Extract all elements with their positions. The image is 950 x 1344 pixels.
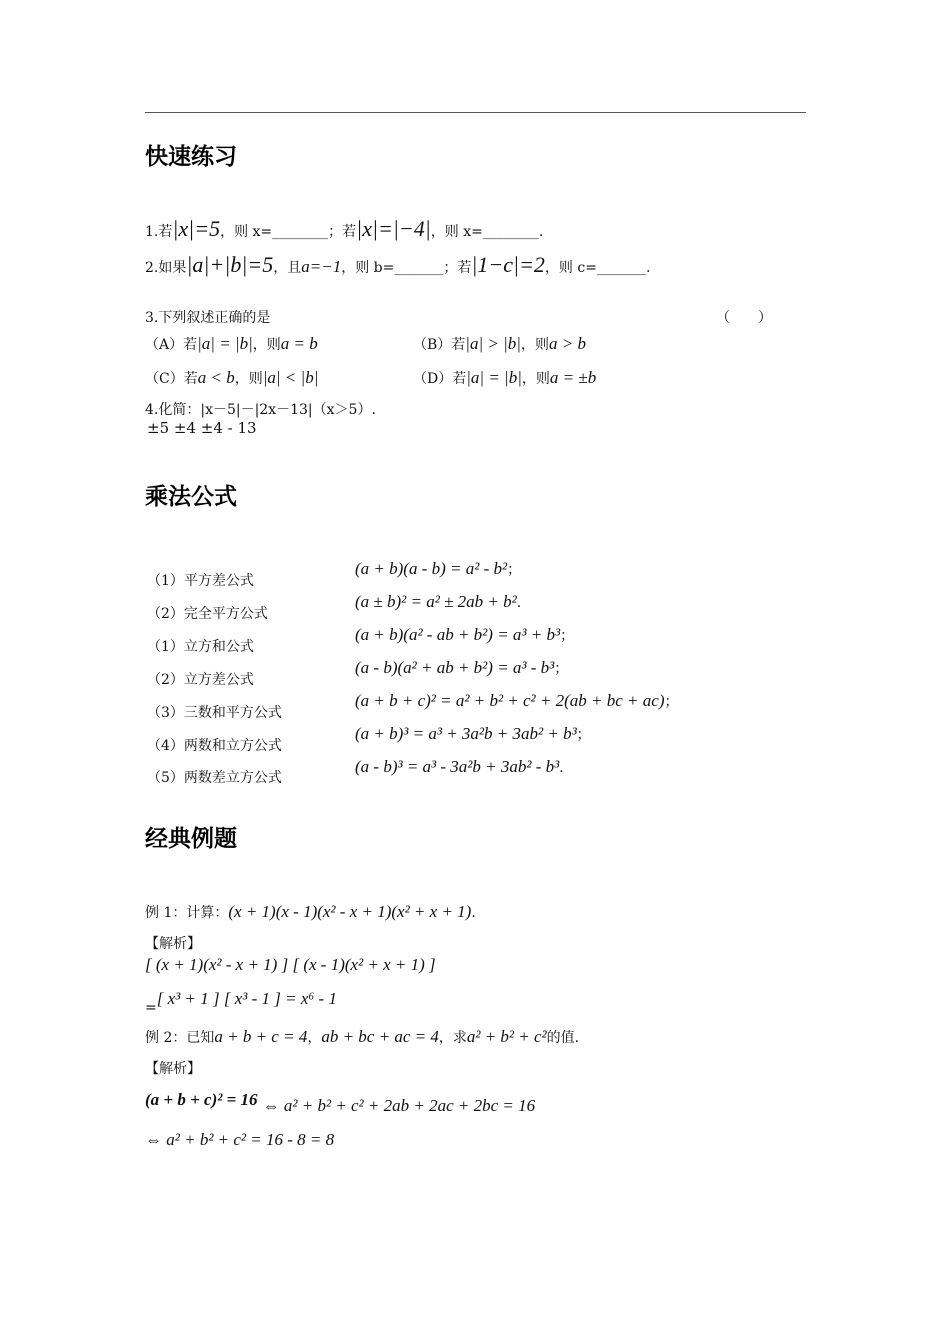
option-a-condition: |a| = |b| <box>197 334 253 353</box>
formula-expression <box>355 757 564 777</box>
q2-text-a: 2.如果 <box>145 260 187 276</box>
option-a-then: ，则 <box>252 337 281 353</box>
formula-expression <box>355 592 521 612</box>
formula-math: (a - b)³ = a³ - 3a²b + 3ab² - b³ <box>355 757 560 776</box>
option-d-prefix: （D）若 <box>413 371 467 387</box>
formula-expression <box>355 625 574 645</box>
example-2-step-1 <box>145 1090 536 1115</box>
example-1-analysis-label: 【解析】 <box>145 936 201 952</box>
example-2-step-1-left: (a + b + c)² = 16 <box>145 1090 258 1109</box>
option-d <box>413 368 596 388</box>
q1-equation-2: |x|=|−4| <box>356 216 431 241</box>
option-a-conclusion: a = b <box>280 334 318 353</box>
example-2 <box>145 1027 579 1047</box>
formula-name: （1）平方差公式 <box>147 573 254 589</box>
option-b <box>413 334 586 354</box>
q2-text-c: ，则 b=_______；若 <box>341 260 472 276</box>
formula-math: (a + b)³ = a³ + 3a²b + 3ab² + b³ <box>355 724 577 743</box>
option-a-prefix: （A）若 <box>145 337 198 353</box>
formula-expression <box>355 691 679 711</box>
q1-equation-1: |x|=5 <box>172 216 221 241</box>
example-2-comma: ， <box>307 1030 322 1046</box>
q1-text-a: 1.若 <box>145 224 173 240</box>
example-2-ask: ，求 <box>438 1030 467 1046</box>
section-heading-quick-practice: 快速练习 <box>145 144 237 170</box>
example-1-end: . <box>471 905 476 921</box>
header-rule <box>145 112 806 113</box>
question-3-stem: 3.下列叙述正确的是 <box>145 310 271 326</box>
example-2-target: a² + b² + c² <box>466 1027 547 1046</box>
formula-name: （2）完全平方公式 <box>147 606 268 622</box>
question-4: 4.化简：|x－5|－|2x－13|（x＞5）. <box>145 402 376 418</box>
option-a <box>145 334 318 354</box>
formula-name: （1）立方和公式 <box>147 639 254 655</box>
formula-expression <box>355 724 591 744</box>
formula-punctuation: ； <box>560 628 575 644</box>
q2-text-b: ，且 <box>273 260 302 276</box>
example-2-label: 例 2：已知 <box>145 1030 215 1046</box>
formula-expression <box>355 559 521 579</box>
formula-math: (a ± b)² = a² ± 2ab + b² <box>355 592 517 611</box>
example-2-condition-2: ab + bc + ac = 4 <box>321 1027 439 1046</box>
formula-name: （4）两数和立方公式 <box>147 738 282 754</box>
example-2-step-2: ⇔ a² + b² + c² = 16 - 8 = 8 <box>145 1130 335 1149</box>
formula-math: (a - b)(a² + ab + b²) = a³ - b³ <box>355 658 555 677</box>
option-c-condition: a < b <box>197 368 235 387</box>
example-1-label: 例 1：计算： <box>145 905 229 921</box>
q1-text-b: ，则 x=________；若 <box>220 224 357 240</box>
formula-math: (a + b + c)² = a² + b² + c² + 2(ab + bc + ac) <box>355 691 665 710</box>
formula-punctuation: ； <box>554 661 569 677</box>
formula-math: (a + b)(a² - ab + b²) = a³ + b³ <box>355 625 561 644</box>
formula-expression <box>355 658 568 678</box>
example-1-expression: (x + 1)(x - 1)(x² - x + 1)(x² + x + 1) <box>228 902 472 921</box>
section-heading-classic-examples: 经典例题 <box>145 826 237 852</box>
formula-punctuation: ； <box>664 694 679 710</box>
option-d-condition: |a| = |b| <box>466 368 522 387</box>
example-2-analysis-label: 【解析】 <box>145 1061 201 1077</box>
example-1 <box>145 902 476 922</box>
option-b-then: ，则 <box>520 337 549 353</box>
question-3-answer-paren: （ ） <box>716 310 772 326</box>
formula-punctuation: . <box>559 760 564 776</box>
formula-punctuation: ； <box>507 562 522 578</box>
q2-equation-1: |a|+|b|=5 <box>186 252 274 277</box>
option-c-conclusion: |a| < |b| <box>262 368 319 387</box>
formula-math: (a + b)(a - b) = a² - b² <box>355 559 508 578</box>
formula-punctuation: . <box>516 595 522 611</box>
option-b-conclusion: a > b <box>548 334 586 353</box>
option-c-then: ，则 <box>234 371 263 387</box>
section-heading-multiplication-formulas: 乘法公式 <box>145 484 237 510</box>
option-c <box>145 368 318 388</box>
q2-text-d: ，则 c=_______. <box>544 260 651 276</box>
formula-name: （2）立方差公式 <box>147 672 254 688</box>
q2-equation-3: |1−c|=2 <box>471 252 545 277</box>
option-b-prefix: （B）若 <box>413 337 466 353</box>
formula-punctuation: ； <box>576 727 591 743</box>
question-1 <box>145 216 543 242</box>
option-c-prefix: （C）若 <box>145 371 198 387</box>
example-1-step-2-math: [ x³ + 1 ] [ x³ - 1 ] = x⁶ - 1 <box>156 989 337 1008</box>
question-4-answer: ±5 ±4 ±4 - 13 <box>147 419 257 437</box>
example-2-condition-1: a + b + c = 4 <box>214 1027 308 1046</box>
q2-equation-2: a=−1 <box>301 257 342 276</box>
question-2 <box>145 252 650 278</box>
q1-text-c: ，则 x=________. <box>430 224 544 240</box>
option-d-then: ，则 <box>521 371 550 387</box>
example-1-step-2-equals: = <box>145 1000 157 1016</box>
example-2-step-1-right: ⇔ a² + b² + c² + 2ab + 2ac + 2bc = 16 <box>262 1096 536 1115</box>
example-2-end: 的值. <box>546 1030 580 1046</box>
option-d-conclusion: a = ±b <box>549 368 597 387</box>
formula-name: （3）三数和平方公式 <box>147 705 282 721</box>
formula-name: （5）两数差立方公式 <box>147 770 282 786</box>
option-b-condition: |a| > |b| <box>465 334 521 353</box>
example-1-step-1: [ (x + 1)(x² - x + 1) ] [ (x - 1)(x² + x + 1) ] <box>145 955 436 974</box>
example-1-step-2 <box>145 989 337 1016</box>
